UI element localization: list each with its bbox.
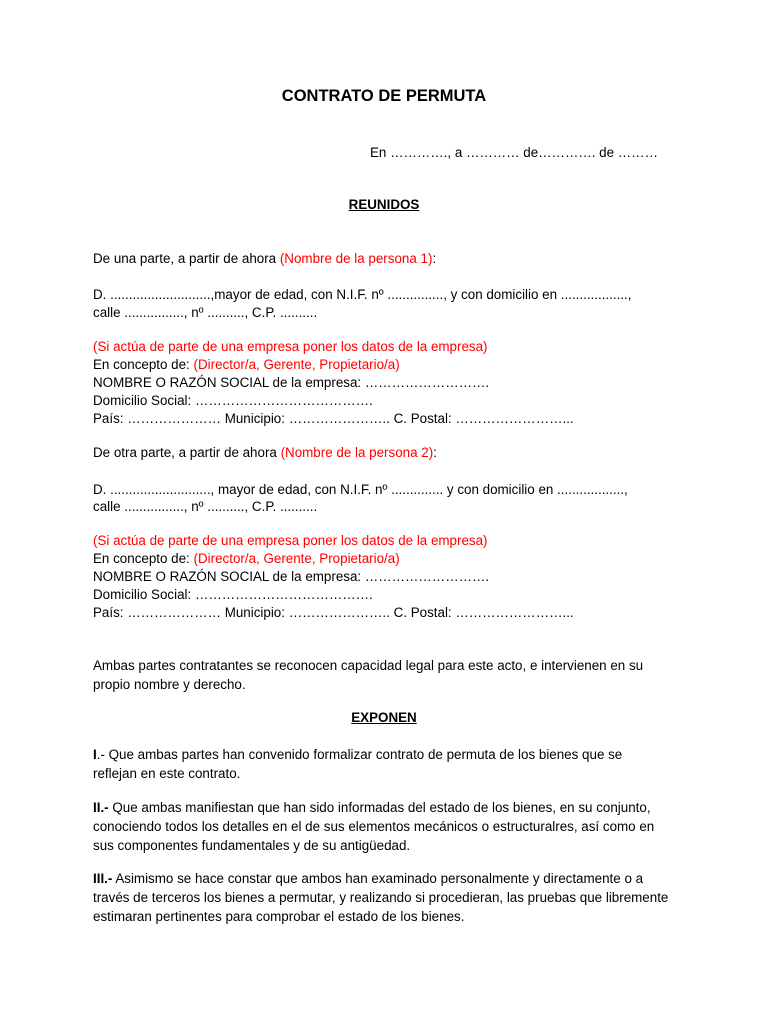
party1-intro-end: : [432, 251, 437, 266]
clause-2-text: Que ambas manifiestan que han sido informadas del estado de los bienes, en su conjunto, conociendo todos los detalles en el de sus elementos mecánicos o estructuralres, así como en sus componentes fundamentales y de su antigüedad. [93, 800, 655, 853]
party1-concept-label: En concepto de: [93, 357, 194, 372]
party1-name-placeholder: (Nombre de la persona 1) [279, 251, 433, 266]
party1-company-name: NOMBRE O RAZÓN SOCIAL de la empresa: ………………………. [93, 375, 490, 390]
clause-1 [93, 745, 668, 783]
party1-line1: D. ...........................,mayor de edad, con N.I.F. nº ..............., y con domicilio en .................., [93, 287, 632, 302]
clause-2-number: II.- [93, 800, 109, 815]
reunidos-heading: REUNIDOS [348, 197, 420, 212]
document-title: CONTRATO DE PERMUTA [281, 87, 487, 105]
exponen-heading: EXPONEN [351, 710, 417, 725]
party1-concept [93, 356, 400, 374]
party2-concept [93, 550, 400, 568]
clause-3-text: Asimismo se hace constar que ambos han examinado personalmente y directamente o a través de terceros los bienes a permutar, y realizando si procedieran, las pruebas que libremente estimaran pertinentes para comprobar el estado de los bienes. [93, 871, 669, 924]
clause-1-number: I [93, 747, 97, 762]
party2-intro-end: : [433, 445, 437, 460]
party1-concept-placeholder: (Director/a, Gerente, Propietario/a) [193, 357, 400, 372]
party1-intro [93, 250, 436, 268]
clause-1-text: Que ambas partes han convenido formalizar contrato de permuta de los bienes que se reflejan en este contrato. [93, 747, 623, 781]
party1-intro-text: De una parte, a partir de ahora [93, 251, 280, 266]
party2-concept-placeholder: (Director/a, Gerente, Propietario/a) [193, 551, 400, 566]
party2-intro [93, 444, 437, 462]
party1-country: País: ………………… Municipio: ………………….. C. Postal: ……………………... [93, 411, 574, 426]
party2-company-note: (Si actúa de parte de una empresa poner los datos de la empresa) [93, 533, 488, 548]
clause-3 [93, 869, 675, 926]
party2-concept-label: En concepto de: [93, 551, 194, 566]
party2-domicile: Domicilio Social: …………………………………. [93, 587, 373, 602]
clause-1-sep: .- [96, 747, 109, 762]
party1-company-note: (Si actúa de parte de una empresa poner los datos de la empresa) [93, 339, 488, 354]
party2-line2: calle ................, nº .........., C.P. .......... [93, 499, 318, 514]
party2-line1: D. ..........................., mayor de edad, con N.I.F. nº .............. y con domicilio en .................., [93, 482, 628, 497]
place-date-line: En …………., a ………… de…………. de ……… [370, 145, 658, 160]
capacity-paragraph: Ambas partes contratantes se reconocen capacidad legal para este acto, e intervienen en su propio nombre y derecho. [93, 658, 644, 692]
party1-domicile: Domicilio Social: …………………………………. [93, 393, 373, 408]
party1-line2: calle ................, nº .........., C.P. .......... [93, 305, 318, 320]
party2-country: País: ………………… Municipio: ………………….. C. Postal: ……………………... [93, 605, 574, 620]
party2-name-placeholder: (Nombre de la persona 2) [280, 445, 434, 460]
party2-intro-text: De otra parte, a partir de ahora [93, 445, 281, 460]
clause-2 [93, 798, 673, 855]
party2-company-name: NOMBRE O RAZÓN SOCIAL de la empresa: ………………………. [93, 569, 490, 584]
clause-3-number: III.- [93, 871, 113, 886]
